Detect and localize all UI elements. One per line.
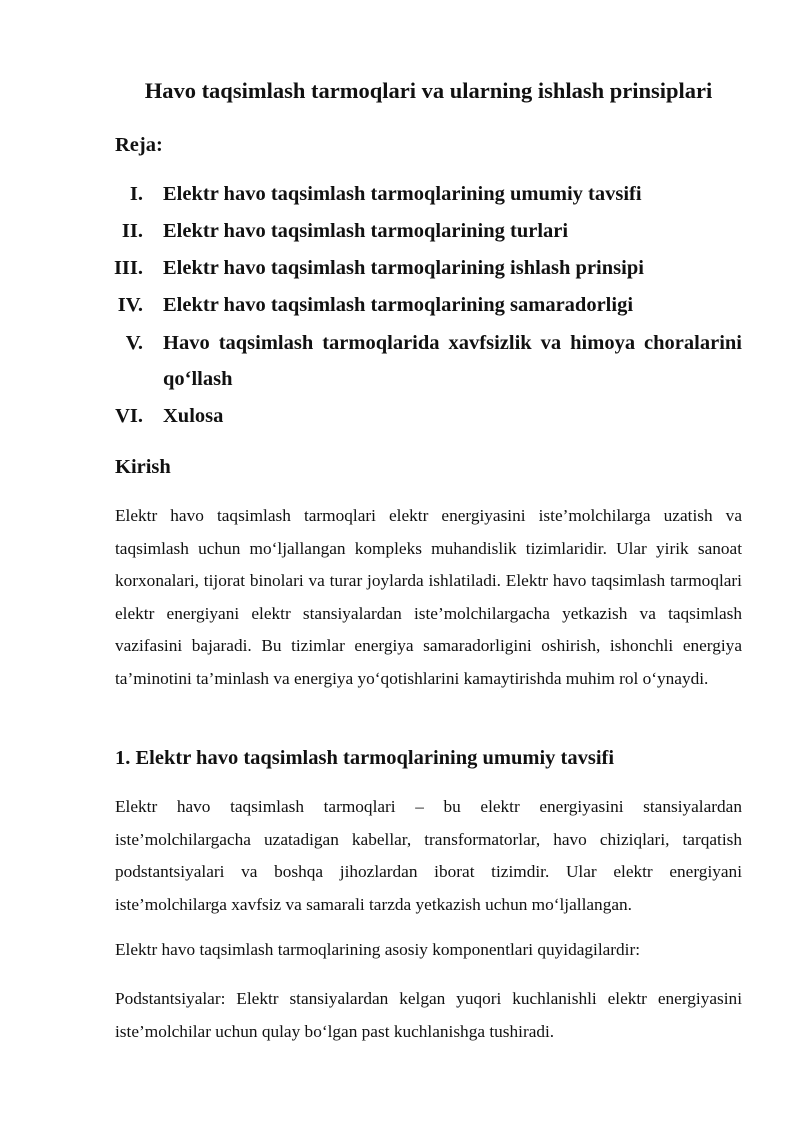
section-heading: 1. Elektr havo taqsimlash tarmoqlarining umumiy tavsifi (115, 747, 615, 769)
plan-item-text: Xulosa (163, 405, 224, 427)
plan-item-text: Elektr havo taqsimlash tarmoqlarining ishlash prinsipi (163, 257, 644, 279)
plan-label: Reja: (115, 134, 163, 156)
plan-item-number: III. (113, 257, 143, 279)
plan-item-number: IV. (117, 294, 143, 316)
plan-item-number: II. (121, 220, 143, 242)
intro-paragraph: Elektr havo taqsimlash tarmoqlari elektr energiyasini iste’molchilarga uzatish va taqsimlash uchun mo‘ljallangan kompleks muhandislik tizimlaridir. Ular yirik sanoat korxonalari, tijorat binolari va turar joylarda ishlatiladi. Elektr havo taqsimlash tarmoqlari elektr energiyani elektr stansiyalardan iste’molchilargacha yetkazish va taqsimlash vazifasini bajaradi. Bu tizimlar energiya samaradorligini oshirish, ishonchli energiya ta’minotini ta’minlash va energiya yo‘qotishlarini kamaytirishda muhim rol o‘ynaydi. (115, 506, 742, 688)
section-paragraph: Elektr havo taqsimlash tarmoqlarining asosiy komponentlari quyidagilardir: (115, 940, 641, 959)
plan-item-text: Havo taqsimlash tarmoqlarida xavfsizlik va himoya choralarini qo‘llash (163, 332, 742, 390)
plan-item-number: I. (129, 183, 143, 205)
plan-item-number: VI. (115, 405, 143, 427)
plan-item-text: Elektr havo taqsimlash tarmoqlarining umumiy tavsifi (163, 183, 642, 205)
plan-item-number: V. (125, 332, 143, 354)
section-paragraph: Elektr havo taqsimlash tarmoqlari – bu elektr energiyasini stansiyalardan iste’molchilargacha uzatadigan kabellar, transformatorlar, havo chiziqlari, tarqatish podstantsiyalari va boshqa jihozlardan iborat tizimdir. Ular elektr energiyani iste’molchilarga xavfsiz va samarali tarzda yetkazish uchun mo‘ljallangan. (115, 797, 742, 914)
intro-heading: Kirish (115, 456, 171, 478)
document-title: Havo taqsimlash tarmoqlari va ularning ishlash prinsiplari (144, 78, 713, 103)
section-paragraph: Podstantsiyalar: Elektr stansiyalardan kelgan yuqori kuchlanishli elektr energiyasini iste’molchilar uchun qulay bo‘lgan past kuchlanishga tushiradi. (115, 989, 742, 1041)
plan-item-text: Elektr havo taqsimlash tarmoqlarining samaradorligi (163, 294, 634, 316)
plan-item-text: Elektr havo taqsimlash tarmoqlarining turlari (163, 220, 569, 242)
